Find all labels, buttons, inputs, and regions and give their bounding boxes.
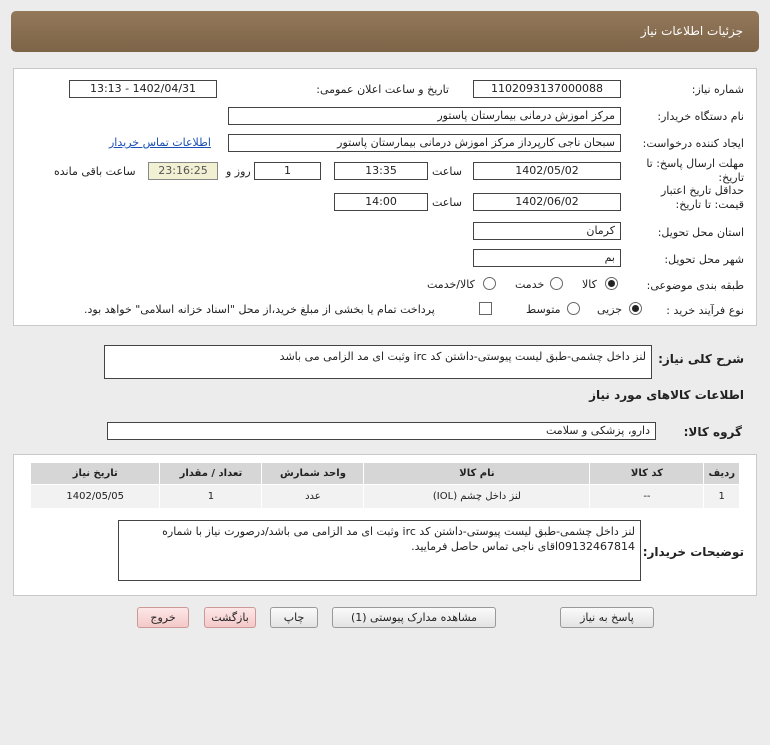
deadline-time-label: ساعت	[432, 165, 462, 178]
city-field: بم	[473, 249, 621, 267]
buyer-notes-text: لنز داخل چشمی-طبق لیست پیوستی-داشتن کد irc وثبت ای مد الزامی می باشد/درصورت نیاز با شماره 09132467814اقای ناجی تماس حاصل فرمایید.	[118, 520, 641, 581]
need-number-label: شماره نیاز:	[691, 83, 744, 96]
col-quantity: تعداد / مقدار	[160, 463, 262, 485]
deadline-time-field: 13:35	[334, 162, 428, 180]
col-row: ردیف	[704, 463, 740, 485]
requester-label: ایجاد کننده درخواست:	[642, 137, 744, 150]
category-goods-label: کالا	[582, 278, 597, 291]
items-table	[30, 462, 740, 509]
requester-field: سبحان ناجی کارپرداز مرکز اموزش درمانی بیمارستان پاستور	[228, 134, 621, 152]
cell-row: 1	[704, 485, 740, 509]
category-service-radio[interactable]	[550, 277, 563, 290]
city-label: شهر محل تحویل:	[664, 253, 744, 266]
col-need-date: تاریخ نیاز	[31, 463, 160, 485]
category-label: طبقه بندی موضوعی:	[646, 279, 744, 292]
validity-time-field: 14:00	[334, 193, 428, 211]
need-number-field: 1102093137000088	[473, 80, 621, 98]
exit-button[interactable]: خروج	[137, 607, 189, 628]
cell-unit: عدد	[262, 485, 364, 509]
process-type-label: نوع فرآیند خرید :	[666, 304, 744, 317]
buyer-org-label: نام دستگاه خریدار:	[657, 110, 744, 123]
goods-group-label: گروه کالا:	[683, 425, 742, 439]
validity-time-label: ساعت	[432, 196, 462, 209]
summary-label: شرح کلی نیاز:	[658, 352, 744, 366]
days-label: روز و	[226, 165, 251, 178]
col-code: کد کالا	[590, 463, 704, 485]
cell-quantity: 1	[160, 485, 262, 509]
category-goods-radio[interactable]	[605, 277, 618, 290]
category-goods-service-radio[interactable]	[483, 277, 496, 290]
treasury-checkbox[interactable]	[479, 302, 492, 315]
cell-code: --	[590, 485, 704, 509]
buyer-notes-label: توضیحات خریدار:	[642, 545, 744, 559]
process-minor-label: جزیی	[597, 303, 623, 316]
col-unit: واحد شمارش	[262, 463, 364, 485]
days-field: 1	[254, 162, 321, 180]
deadline-label: مهلت ارسال پاسخ: تا تاریخ:	[646, 157, 744, 184]
province-label: استان محل تحویل:	[657, 226, 744, 239]
back-button[interactable]: بازگشت	[204, 607, 256, 628]
print-button[interactable]: چاپ	[270, 607, 318, 628]
goods-info-title: اطلاعات کالاهای مورد نیاز	[589, 388, 744, 402]
price-validity-label: حداقل تاریخ اعتبار قیمت: تا تاریخ:	[660, 184, 744, 211]
remaining-time-field: 23:16:25	[148, 162, 218, 180]
view-attachments-button[interactable]: مشاهده مدارک پیوستی (1)	[332, 607, 496, 628]
treasury-note: پرداخت تمام یا بخشی از مبلغ خرید،از محل "اسناد خزانه اسلامی" خواهد بود.	[84, 303, 435, 316]
goods-group-field: دارو، پزشکی و سلامت	[107, 422, 656, 440]
validity-date-field: 1402/06/02	[473, 193, 621, 211]
page-header	[11, 11, 759, 52]
announce-datetime-label: تاریخ و ساعت اعلان عمومی:	[316, 83, 449, 96]
process-minor-radio[interactable]	[629, 302, 642, 315]
buyer-contact-link[interactable]: اطلاعات تماس خریدار	[109, 136, 211, 149]
summary-text: لنز داخل چشمی-طبق لیست پیوستی-داشتن کد irc وثبت ای مد الزامی می باشد	[104, 345, 652, 379]
category-service-label: خدمت	[515, 278, 545, 291]
col-name: نام کالا	[364, 463, 590, 485]
buyer-org-field: مرکز اموزش درمانی بیمارستان پاستور	[228, 107, 621, 125]
table-row	[31, 485, 740, 509]
reply-button[interactable]: پاسخ به نیاز	[560, 607, 654, 628]
remaining-time-label: ساعت باقی مانده	[54, 165, 136, 178]
deadline-date-field: 1402/05/02	[473, 162, 621, 180]
cell-need-date: 1402/05/05	[31, 485, 160, 509]
category-goods-service-label: کالا/خدمت	[427, 278, 475, 291]
announce-datetime-field: 1402/04/31 - 13:13	[69, 80, 217, 98]
process-medium-radio[interactable]	[567, 302, 580, 315]
page-title: جزئیات اطلاعات نیاز	[640, 24, 743, 38]
cell-name: لنز داخل چشم (IOL)	[364, 485, 590, 509]
process-medium-label: متوسط	[526, 303, 561, 316]
province-field: کرمان	[473, 222, 621, 240]
